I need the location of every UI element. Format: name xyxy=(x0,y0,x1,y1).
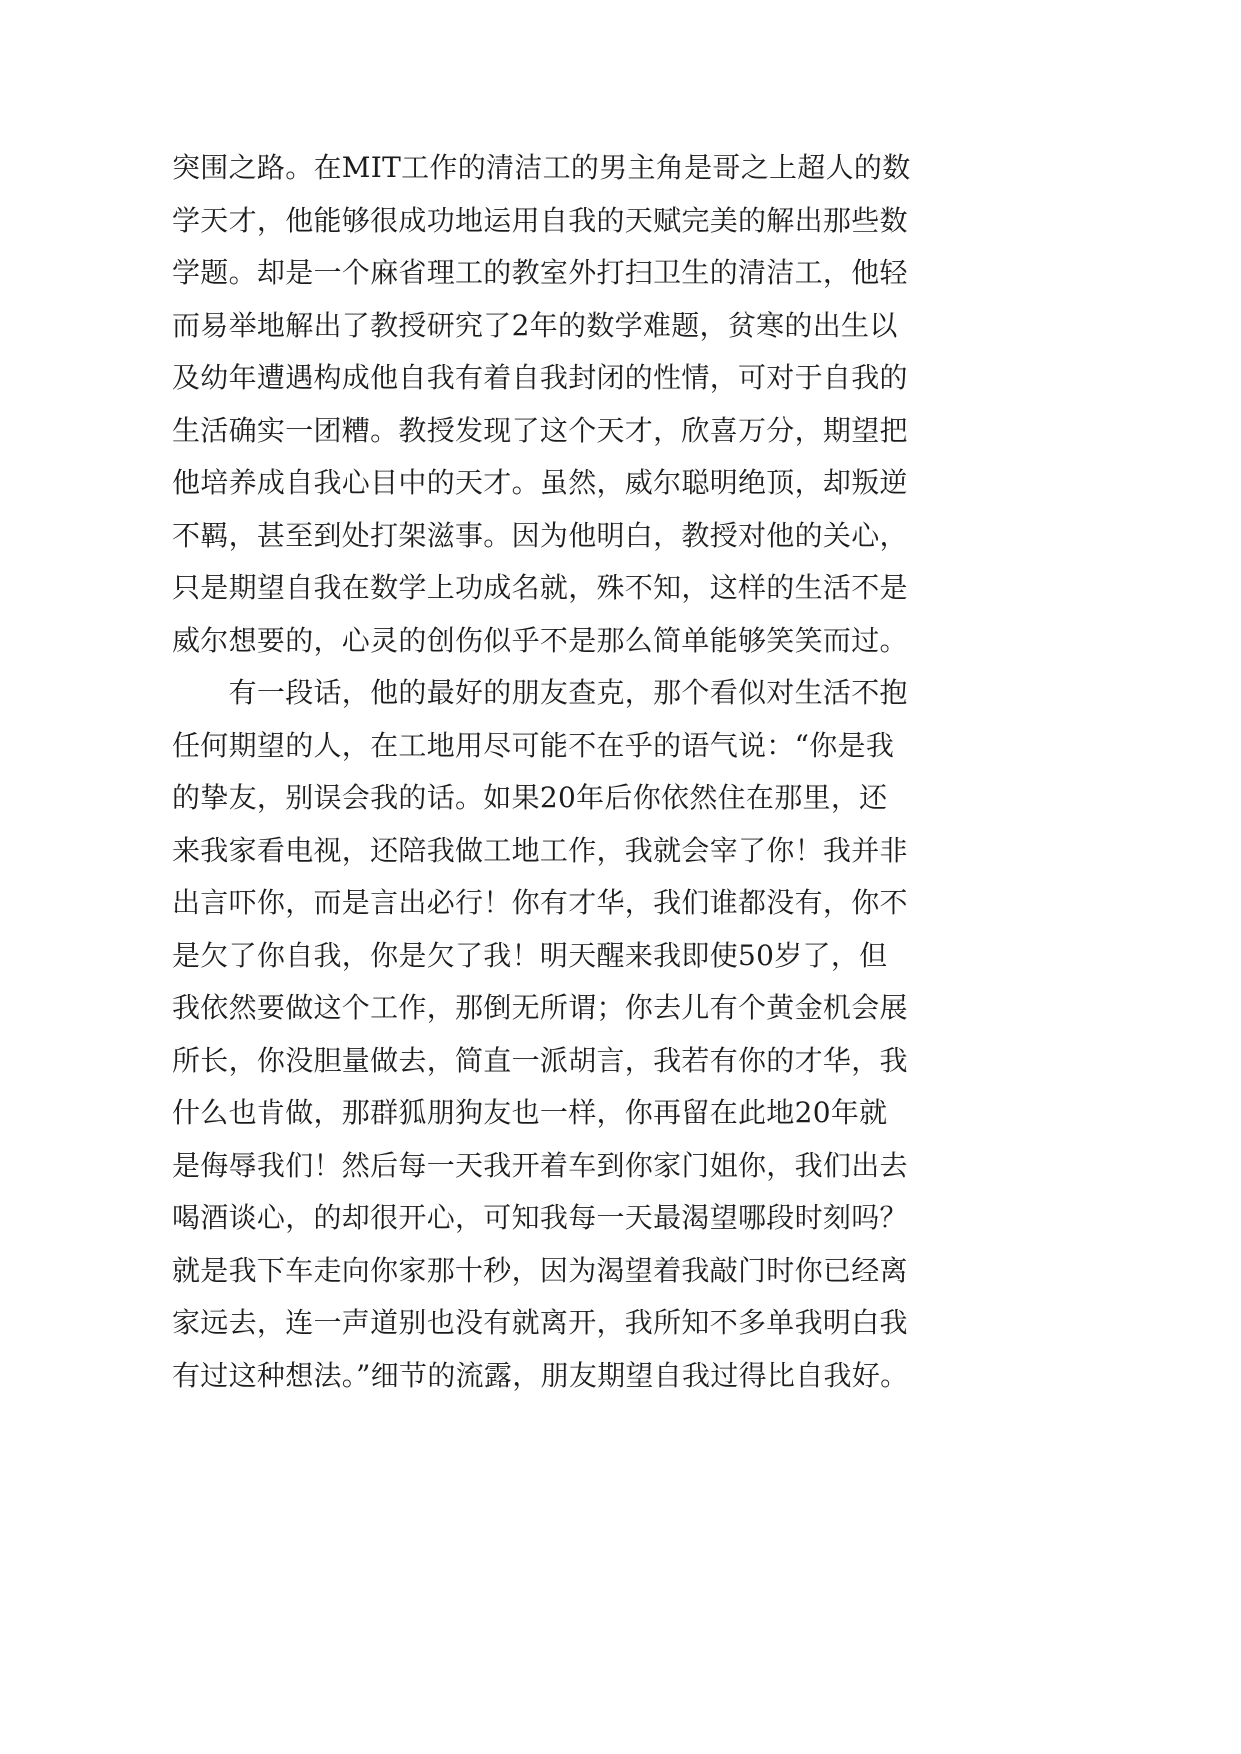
text-line: 什么也肯做，那群狐朋狗友也一样，你再留在此地20年就 xyxy=(172,1096,888,1129)
text-line: 是欠了你自我，你是欠了我！明天醒来我即使50岁了，但 xyxy=(172,938,888,972)
text-line: 家远去，连一声道别也没有就离开，我所知不多单我明白我 xyxy=(172,1306,908,1339)
text-line: 及幼年遭遇构成他自我有着自我封闭的性情，可对于自我的 xyxy=(172,361,908,394)
text-line: 任何期望的人，在工地用尽可能不在乎的语气说：“你是我 xyxy=(172,728,895,762)
text-line: 来我家看电视，还陪我做工地工作，我就会宰了你！我并非 xyxy=(172,833,908,867)
text-line: 我依然要做这个工作，那倒无所谓；你去儿有个黄金机会展 xyxy=(172,991,908,1024)
body-text xyxy=(172,142,962,1402)
text-line: 有过这种想法。”细节的流露，朋友期望自我过得比自我好。 xyxy=(172,1358,909,1392)
text-line: 喝酒谈心，的却很开心，可知我每一天最渴望哪段时刻吗？ xyxy=(172,1201,908,1234)
text-line: 突围之路。在MIT工作的清洁工的男主角是哥之上超人的数 xyxy=(172,151,911,184)
text-line: 学天才，他能够很成功地运用自我的天赋完美的解出那些数 xyxy=(172,203,908,237)
text-line: 出言吓你，而是言出必行！你有才华，我们谁都没有，你不 xyxy=(172,886,908,919)
text-line: 有一段话，他的最好的朋友查克，那个看似对生活不抱 xyxy=(172,676,908,709)
text-line: 所长，你没胆量做去，简直一派胡言，我若有你的才华，我 xyxy=(172,1043,908,1077)
text-line: 生活确实一团糟。教授发现了这个天才，欣喜万分，期望把 xyxy=(172,413,908,447)
text-line: 而易举地解出了教授研究了2年的数学难题，贫寒的出生以 xyxy=(172,308,898,342)
text-line: 就是我下车走向你家那十秒，因为渴望着我敲门时你已经离 xyxy=(172,1253,908,1287)
text-line: 只是期望自我在数学上功成名就，殊不知，这样的生活不是 xyxy=(172,571,908,604)
text-line: 的挚友，别误会我的话。如果20年后你依然住在那里，还 xyxy=(172,781,888,814)
text-line: 是侮辱我们！然后每一天我开着车到你家门姐你，我们出去 xyxy=(172,1148,908,1182)
text-line: 学题。却是一个麻省理工的教室外打扫卫生的清洁工，他轻 xyxy=(172,256,908,289)
text-line: 不羁，甚至到处打架滋事。因为他明白，教授对他的关心， xyxy=(172,518,908,552)
text-line: 威尔想要的，心灵的创伤似乎不是那么简单能够笑笑而过。 xyxy=(172,623,908,657)
text-line: 他培养成自我心目中的天才。虽然，威尔聪明绝顶，却叛逆 xyxy=(172,466,908,499)
